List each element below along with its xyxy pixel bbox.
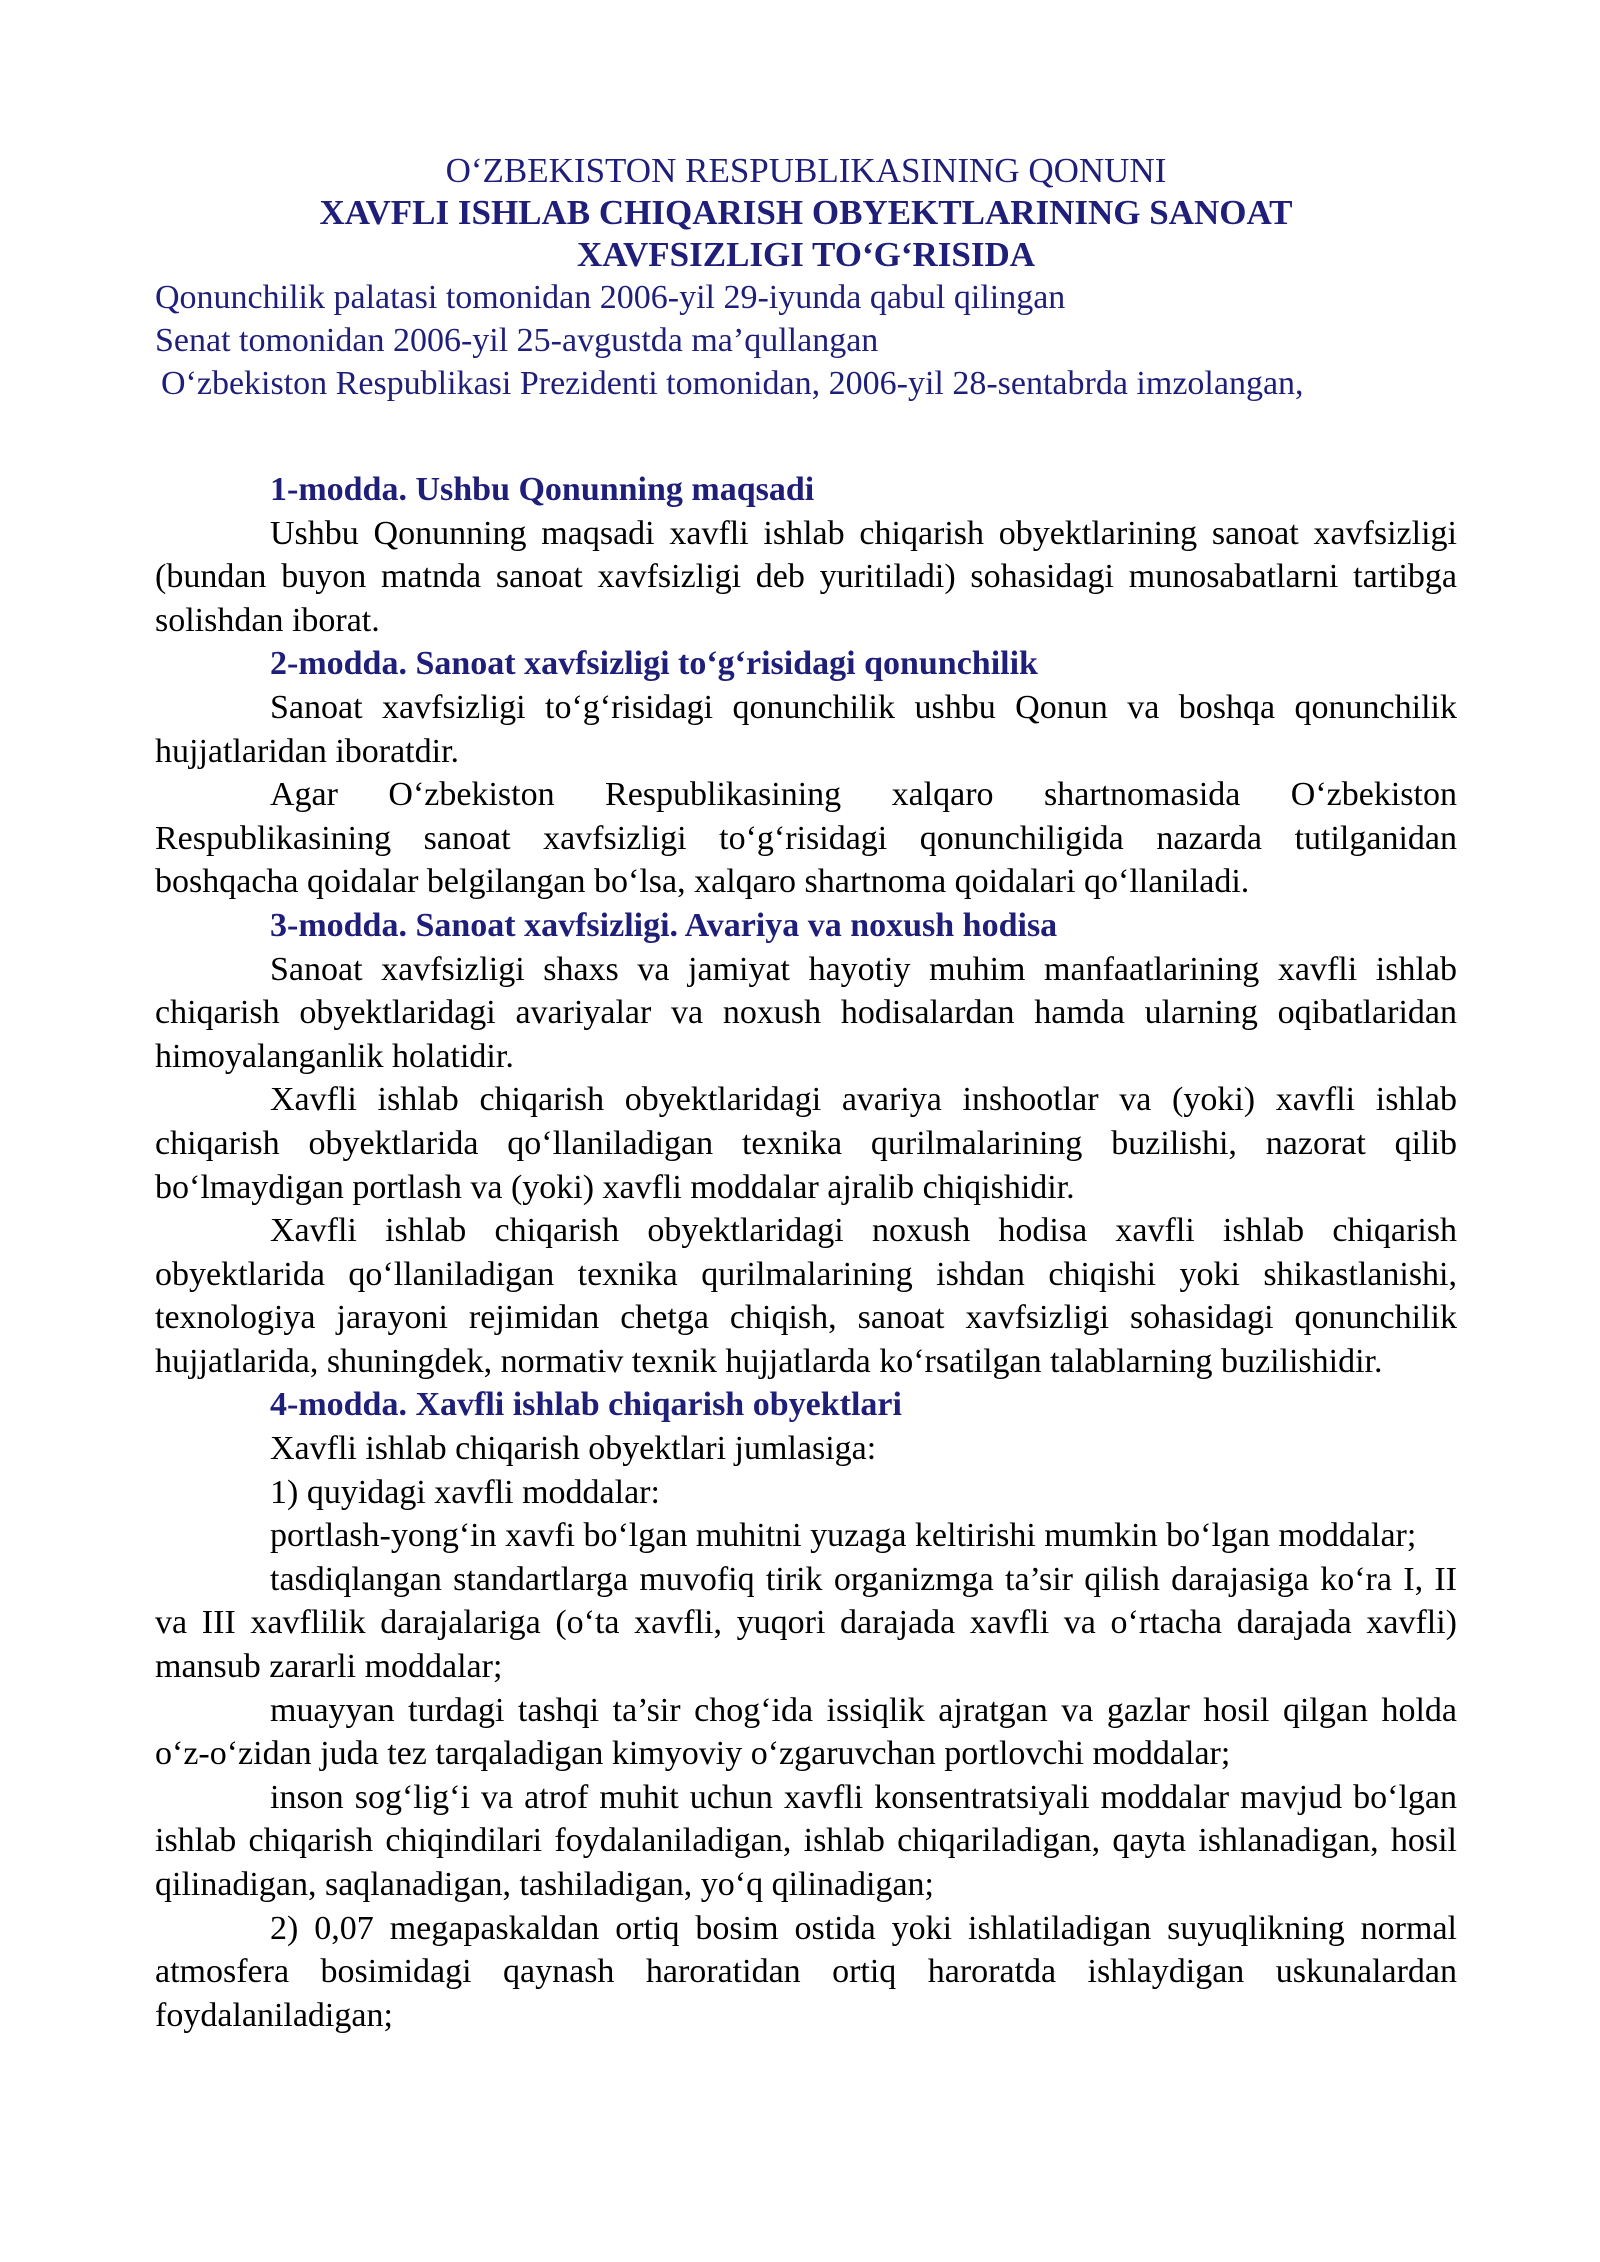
article-4-item-1-sub-1: portlash-yong‘in xavfi bo‘lgan muhitni yuzaga keltirishi mumkin bo‘lgan moddalar;: [270, 1517, 1417, 1555]
article-4-item-2: 2) 0,07 megapaskaldan ortiq bosim ostida yoki ishlatiladigan suyuqlikning normal atmosfera bosimidagi qaynash haroratidan ortiq haroratda ishlaydigan uskunalardan foydalaniladigan;: [155, 1909, 1457, 2034]
article-4-paragraph-1: Xavfli ishlab chiqarish obyektlari jumlasiga:: [270, 1430, 877, 1468]
article-2-paragraph-2: Agar O‘zbekiston Respublikasining xalqaro shartnomasida O‘zbekiston Respublikasining sanoat xavfsizligi to‘g‘risidagi qonunchiligida nazarda tutilganidan boshqacha qoidalar belgilangan bo‘lsa, xalqaro shartnoma qoidalari qo‘llaniladi.: [155, 776, 1457, 901]
article-3-paragraph-3: Xavfli ishlab chiqarish obyektlaridagi noxush hodisa xavfli ishlab chiqarish obyektlarida qo‘llaniladigan texnika qurilmalarining ishdan chiqishi yoki shikastlanishi, texnologiya jarayoni rejimidan chetga chiqish, sanoat xavfsizligi sohasidagi qonunchilik hujjatlarida, shuningdek, normativ texnik hujjatlarda ko‘rsatilgan talablarning buzilishidir.: [155, 1212, 1457, 1380]
law-title-line-2: XAVFSIZLIGI TO‘G‘RISIDA: [576, 235, 1036, 274]
article-4-item-1-sub-3: muayyan turdagi tashqi ta’sir chog‘ida issiqlik ajratgan va gazlar hosil qilgan holda o‘z-o‘zidan juda tez tarqaladigan kimyoviy o‘zgaruvchan portlovchi moddalar;: [155, 1691, 1457, 1773]
adoption-note: Qonunchilik palatasi tomonidan 2006-yil 29-iyunda qabul qilingan: [155, 279, 1066, 316]
article-4-item-1-sub-2: tasdiqlangan standartlarga muvofiq tirik organizmga ta’sir qilish darajasiga ko‘ra I, II va III xavflilik darajalariga (o‘ta xavfli, yuqori darajada xavfli va o‘rtacha darajada xavfli) mansub zararli moddalar;: [155, 1560, 1457, 1686]
article-4-heading: 4-modda. Xavfli ishlab chiqarish obyektlari: [270, 1386, 902, 1424]
article-2-heading: 2-modda. Sanoat xavfsizligi to‘g‘risidagi qonunchilik: [270, 645, 1038, 683]
law-title-line-1: XAVFLI ISHLAB CHIQARISH OBYEKTLARINING SANOAT: [319, 193, 1293, 232]
law-type-title: O‘ZBEKISTON RESPUBLIKASINING QONUNI: [445, 151, 1167, 190]
law-header: [155, 150, 1457, 405]
article-4-item-1: 1) quyidagi xavfli moddalar:: [270, 1473, 660, 1511]
article-1-paragraph: Ushbu Qonunning maqsadi xavfli ishlab chiqarish obyektlarining sanoat xavfsizligi (bundan buyon matnda sanoat xavfsizligi deb yuritiladi) sohasidagi munosabatlarni tartibga solishdan iborat.: [155, 514, 1457, 639]
article-4-item-1-sub-4: inson sog‘lig‘i va atrof muhit uchun xavfli konsentratsiyali moddalar mavjud bo‘lgan ishlab chiqarish chiqindilari foydalaniladigan, ishlab chiqariladigan, qayta ishlanadigan, hosil qilinadigan, saqlanadigan, tashiladigan, yo‘q qilinadigan;: [155, 1778, 1457, 1903]
article-2-paragraph-1: Sanoat xavfsizligi to‘g‘risidagi qonunchilik ushbu Qonun va boshqa qonunchilik hujjatlaridan iboratdir.: [155, 688, 1457, 770]
article-3-heading: 3-modda. Sanoat xavfsizligi. Avariya va noxush hodisa: [270, 906, 1058, 944]
article-3-paragraph-2: Xavfli ishlab chiqarish obyektlaridagi avariya inshootlar va (yoki) xavfli ishlab chiqarish obyektlarida qo‘llaniladigan texnika qurilmalarining buzilishi, nazorat qilib bo‘lmaydigan portlash va (yoki) xavfli moddalar ajralib chiqishidir.: [155, 1081, 1457, 1206]
article-3-paragraph-1: Sanoat xavfsizligi shaxs va jamiyat hayotiy muhim manfaatlarining xavfli ishlab chiqarish obyektlaridagi avariyalar va noxush hodisalardan hamda ularning oqibatlaridan himoyalanganlik holatidir.: [155, 950, 1457, 1075]
signature-note: O‘zbekiston Respublikasi Prezidenti tomonidan, 2006-yil 28-sentabrda imzolangan,: [161, 365, 1304, 402]
article-1-heading: 1-modda. Ushbu Qonunning maqsadi: [270, 471, 815, 508]
approval-note: Senat tomonidan 2006-yil 25-avgustda ma’qullangan: [155, 322, 879, 359]
law-body: [155, 468, 1457, 2037]
